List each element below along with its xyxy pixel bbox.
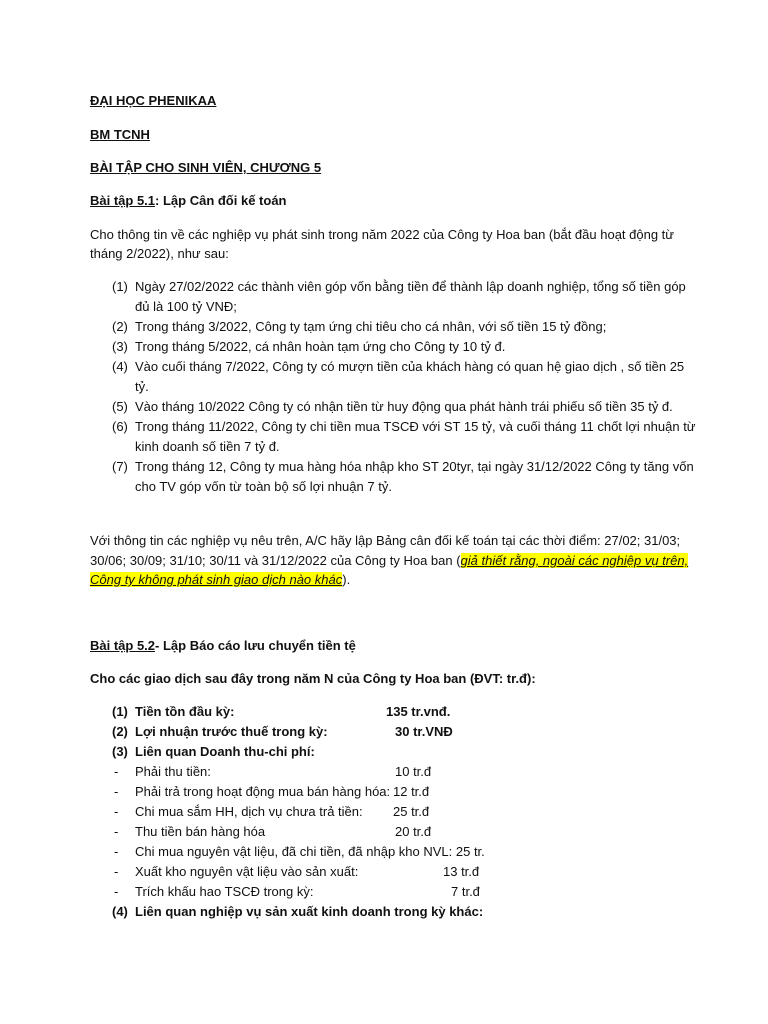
ex51-requirement-line-1: Với thông tin các nghiệp vụ nêu trên, A/C hãy lập Bảng cân đối kế toán tại các thời điểm: 27/02; 31/03; (90, 533, 681, 548)
assignment-title: BÀI TẬP CHO SINH VIÊN, CHƯƠNG 5 (90, 160, 322, 175)
department-name: BM TCNH (90, 127, 150, 142)
ex52-heading (90, 637, 356, 655)
ex52-intro: Cho các giao dịch sau đây trong năm N của Công ty Hoa ban (ĐVT: tr.đ): (90, 671, 536, 686)
ex51-title: : Lập Cân đối kế toán (155, 193, 287, 208)
ex51-heading (90, 192, 287, 210)
list-item-cont: đủ là 100 tỷ VNĐ; (135, 299, 237, 314)
list-item-cont: kinh doanh số tiền 7 tỷ đ. (135, 439, 280, 454)
ex51-requirement-line-3: Công ty không phát sinh giao dịch nào khác). (90, 572, 351, 587)
ex51-requirement-line-2: 30/06; 30/09; 31/10; 30/11 và 31/12/2022 của Công ty Hoa ban (giả thiết rằng, ngoài các nghiệp vụ trên, (90, 553, 689, 568)
ex52-title: - Lập Báo cáo lưu chuyển tiền tệ (155, 638, 356, 653)
ex51-label: Bài tập 5.1 (90, 193, 156, 208)
university-name: ĐẠI HỌC PHENIKAA (90, 93, 217, 108)
highlighted-assumption: giả thiết rằng, ngoài các nghiệp vụ trên, (460, 553, 689, 568)
list-item-cont: cho TV góp vốn từ toàn bộ số lợi nhuận 7 tỷ. (135, 479, 392, 494)
ex51-intro-line-1: Cho thông tin về các nghiệp vụ phát sinh trong năm 2022 của Công ty Hoa ban (bắt đầu hoạt động từ (90, 227, 674, 242)
ex51-intro-line-2: tháng 2/2022), như sau: (90, 246, 229, 261)
ex52-label: Bài tập 5.2 (90, 638, 156, 653)
list-item-cont: tỷ. (135, 379, 149, 394)
highlighted-assumption: Công ty không phát sinh giao dịch nào khác (90, 572, 343, 587)
